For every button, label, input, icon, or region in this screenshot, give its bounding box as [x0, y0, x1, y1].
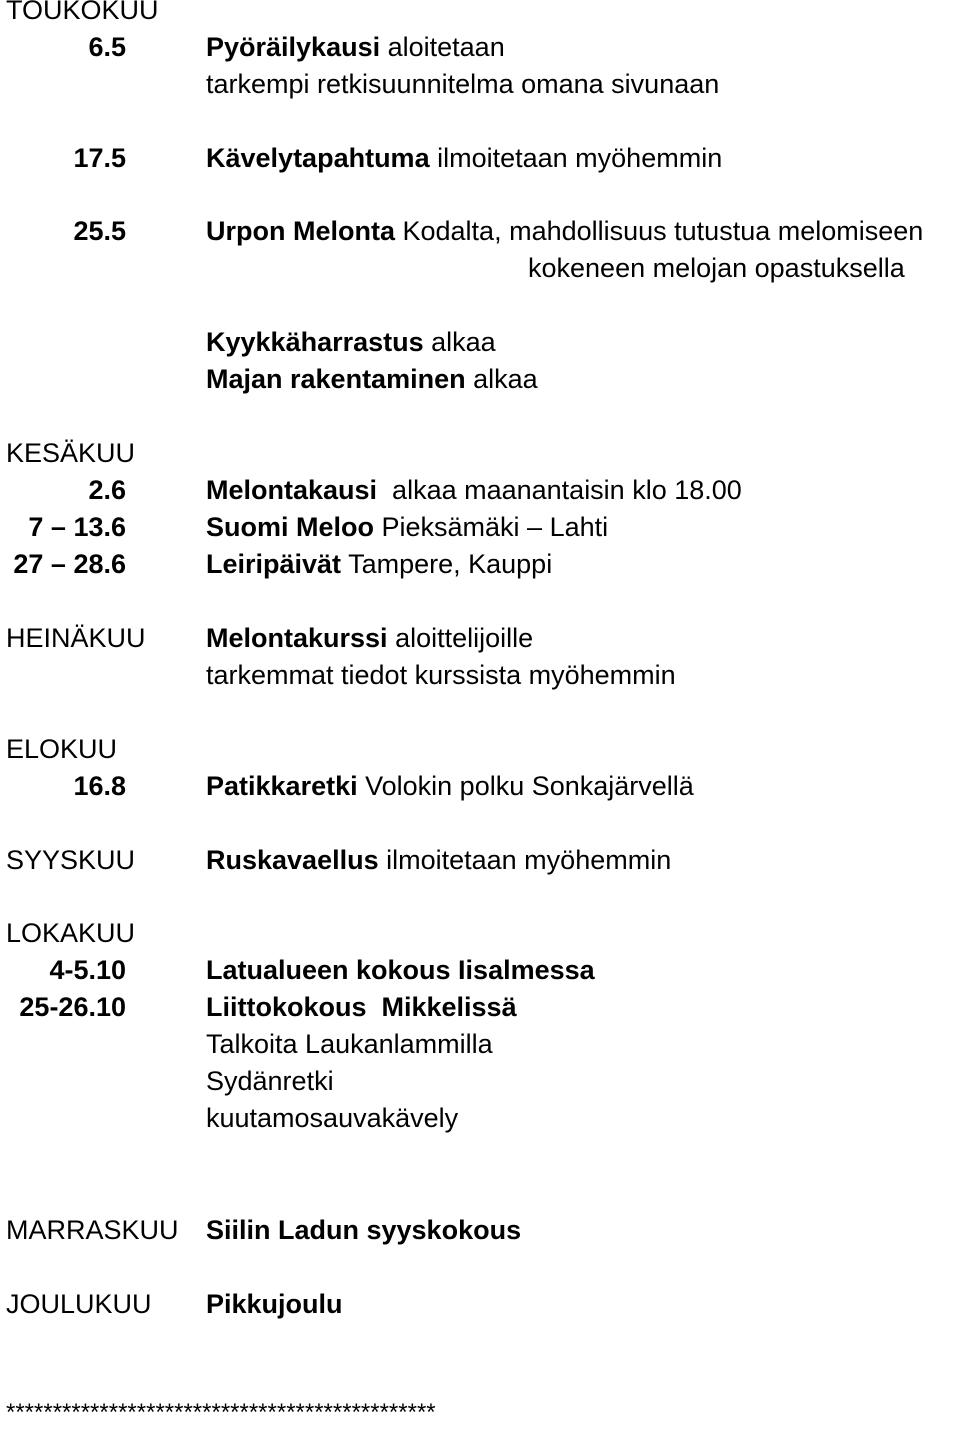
event-line	[206, 842, 671, 879]
event-line	[206, 1026, 493, 1063]
event-line	[206, 1100, 458, 1137]
event-date: 17.5	[73, 143, 126, 173]
event-line	[206, 1212, 521, 1249]
event-description: Sydänretki	[206, 1066, 334, 1096]
month-heading-kesakuu: KESÄKUU	[6, 438, 136, 468]
event-description: Pieksämäki – Lahti	[374, 512, 609, 542]
month-heading-lokakuu: LOKAKUU	[6, 918, 136, 948]
event-description: Volokin polku Sonkajärvellä	[357, 771, 694, 801]
event-line	[206, 66, 719, 103]
event-line	[206, 768, 694, 805]
event-description: Tampere, Kauppi	[341, 549, 553, 579]
event-description: alkaa maanantaisin klo 18.00	[377, 475, 742, 505]
event-date: 25.5	[73, 216, 126, 246]
event-description: aloitetaan	[380, 32, 505, 62]
event-line	[206, 952, 595, 989]
event-title: Suomi Meloo	[206, 512, 374, 542]
event-title: Pyöräilykausi	[206, 32, 381, 62]
event-title: Kävelytapahtuma	[206, 143, 430, 173]
event-date: 2.6	[88, 475, 126, 505]
event-title: Patikkaretki	[206, 771, 358, 801]
event-line	[206, 1063, 334, 1100]
event-title: Kyykkäharrastus	[206, 327, 424, 357]
month-heading-joulukuu: JOULUKUU	[6, 1289, 152, 1319]
event-description: ilmoitetaan myöhemmin	[429, 143, 723, 173]
event-date: 16.8	[73, 771, 126, 801]
event-title: Pikkujoulu	[206, 1289, 343, 1319]
event-line	[206, 989, 517, 1026]
event-title: Latualueen kokous Iisalmessa	[206, 955, 595, 985]
event-title: Liittokokous Mikkelissä	[206, 992, 517, 1022]
event-title: Leiripäivät	[206, 549, 342, 579]
event-description: tarkempi retkisuunnitelma omana sivunaan	[206, 69, 720, 99]
event-description: Talkoita Laukanlammilla	[206, 1029, 493, 1059]
month-heading-syyskuu: SYYSKUU	[6, 845, 136, 875]
event-line	[206, 472, 742, 509]
event-line	[206, 140, 722, 177]
month-heading-elokuu: ELOKUU	[6, 734, 118, 764]
event-line	[528, 250, 905, 287]
event-date: 7 – 13.6	[28, 512, 126, 542]
event-line	[206, 546, 552, 583]
event-line	[206, 361, 538, 398]
event-description: kokeneen melojan opastuksella	[528, 253, 905, 283]
event-title: Majan rakentaminen	[206, 364, 466, 394]
event-line	[206, 657, 676, 694]
event-title: Melontakausi	[206, 475, 378, 505]
event-line	[206, 509, 608, 546]
event-title: Melontakurssi	[206, 623, 388, 653]
event-description: ilmoitetaan myöhemmin	[378, 845, 672, 875]
event-date: 25-26.10	[19, 992, 126, 1022]
event-description: kuutamosauvakävely	[206, 1103, 459, 1133]
asterisk-separator: **********************************************	[6, 1399, 436, 1426]
month-heading-toukokuu: TOUKOKUU	[6, 0, 159, 25]
event-date: 6.5	[88, 32, 126, 62]
event-line	[206, 1286, 343, 1323]
event-line	[206, 620, 533, 657]
event-title: Ruskavaellus	[206, 845, 379, 875]
event-description: alkaa	[423, 327, 496, 357]
event-line	[206, 324, 496, 361]
event-date: 27 – 28.6	[13, 549, 126, 579]
event-line	[206, 29, 505, 66]
event-description: Kodalta, mahdollisuus tutustua melomiseen	[395, 216, 924, 246]
event-description: alkaa	[465, 364, 538, 394]
event-title: Urpon Melonta	[206, 216, 395, 246]
event-title: Siilin Ladun syyskokous	[206, 1215, 522, 1245]
event-description: tarkemmat tiedot kurssista myöhemmin	[206, 660, 676, 690]
event-line	[206, 213, 923, 250]
event-description: aloittelijoille	[387, 623, 534, 653]
month-heading-heinakuu: HEINÄKUU	[6, 623, 146, 653]
month-heading-marraskuu: MARRASKUU	[6, 1215, 179, 1245]
event-date: 4-5.10	[49, 955, 126, 985]
